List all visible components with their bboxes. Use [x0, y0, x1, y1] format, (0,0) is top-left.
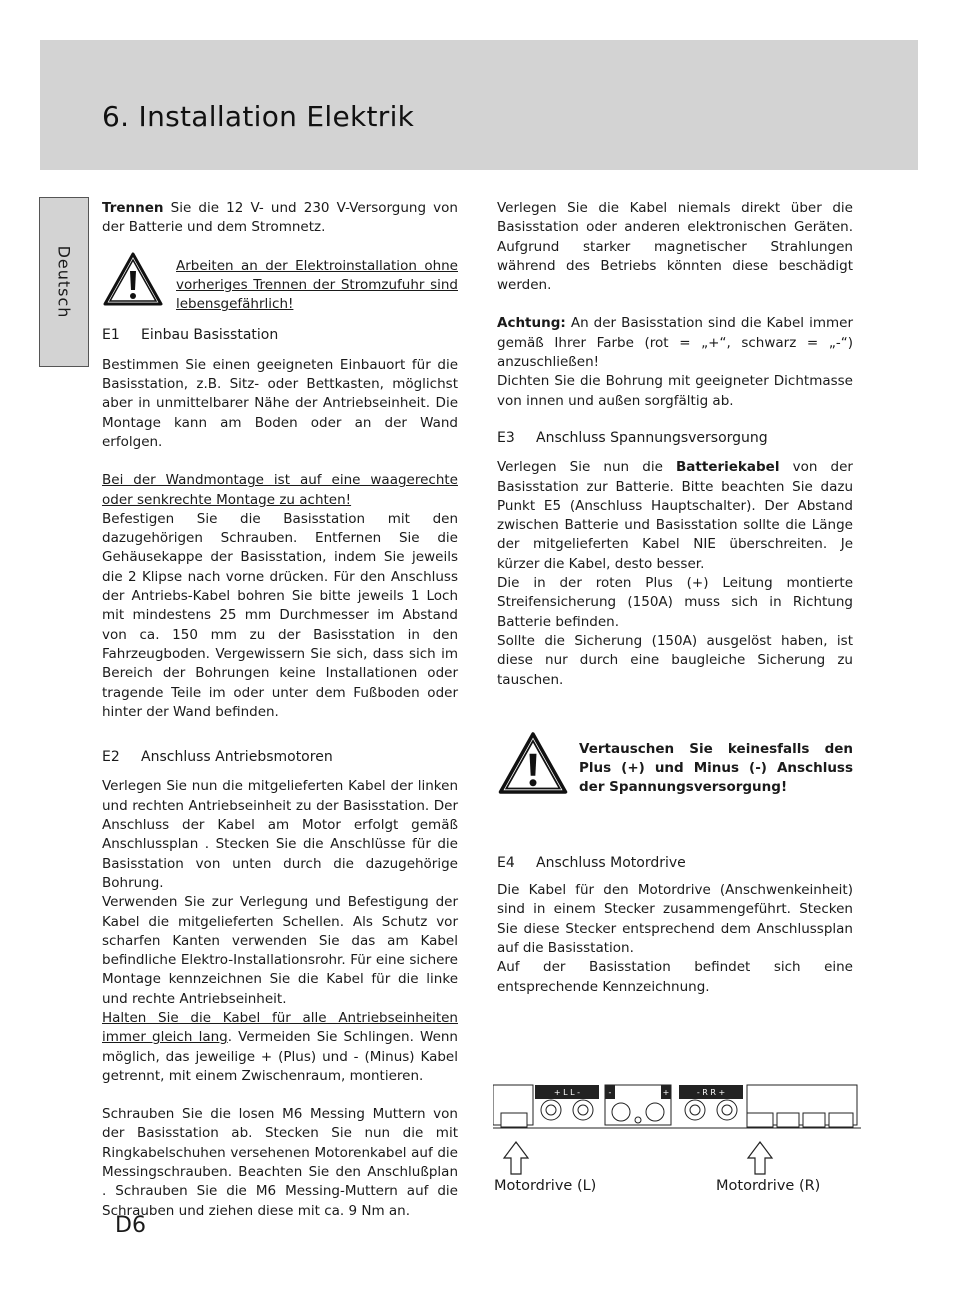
- e2-paragraph-1: Verlegen Sie nun die mitgelieferten Kabel der linken und rechten Antriebseinheit zu der Basisstation. Der Anschluss der Kabel am Motor erfolgt gemäß Anschlussplan . Stecken Sie die Anschlüsse für die Basisstation von unten durch die dazugehörige Bohrung.: [102, 778, 458, 891]
- page-title: 6. Installation Elektrik: [102, 100, 415, 133]
- e3-paragraph-1: Verlegen Sie nun die Batteriekabel von der Basisstation zur Batterie. Bitte beachten Sie dazu Punkt E5 (Anschluss Hauptschalter). Der Abstand zwischen Batterie und Basisstation sollte die Länge der mitgelieferten Kabel NIE überschreiten. Je kürzer die Kabel, desto besser.: [497, 459, 853, 572]
- page-number: D6: [115, 1213, 146, 1238]
- e2-paragraph-4: Schrauben Sie die losen M6 Messing Muttern von der Basisstation ab. Stecken Sie nun die mit Ringkabelschuhen versehenen Motorenkabel auf die Messingschrauben. Beachten Sie den Anschlußplan . Schrauben Sie die M6 Messing-Muttern auf die Schrauben und ziehen diese mit ca. 9 Nm an.: [102, 1106, 458, 1219]
- page-header: [40, 40, 918, 170]
- e3-paragraph-3: Sollte die Sicherung (150A) ausgelöst haben, ist diese nur durch eine baugleiche Sicherung zu tauschen.: [497, 632, 853, 688]
- e1-paragraph-2: Befestigen Sie die Basisstation mit den dazugehörigen Schrauben. Entfernen Sie die Gehäusekappe der Basisstation, indem Sie jeweils die 2 Klipse nach vorne drücken. Für den Anschluss der Antriebs-Kabel bohren Sie bitte jeweils 1 Loch mit mindestens 25 mm Durchmesser im Abstand von ca. 150 mm zu der Basisstation in den Fahrzeugboden. Vergewissern Sie sich, dass sich im Bereich der Bohrungen keine Installationen oder tragende Teile im oder unter dem Fußboden oder hinter der Wand befinden.: [102, 510, 458, 720]
- warning-text-1: Arbeiten an der Elektroinstallation ohne vorheriges Trennen der Stromzufuhr sind lebensgefährlich!: [176, 257, 458, 313]
- intro-paragraph: Trennen Sie die 12 V- und 230 V-Versorgung von der Batterie und dem Stromnetz.: [102, 200, 458, 236]
- e3-paragraph-2: Die in der roten Plus (+) Leitung montierte Streifensicherung (150A) muss sich in Richtung Batterie befinden.: [497, 575, 853, 630]
- mid-plus-label: +: [662, 1088, 670, 1097]
- right-column: [497, 199, 853, 997]
- left-column: [102, 199, 458, 1221]
- warning-block-1: [102, 257, 458, 315]
- e2-paragraph-3: Halten Sie die Kabel für alle Antriebseinheiten immer gleich lang. Vermeiden Sie Schlingen. Wenn möglich, das jeweilige + (Plus) und - (Minus) Kabel getrennt, mit einem Zwischenraum, montieren.: [102, 1009, 458, 1084]
- motordrive-right-label: Motordrive (R): [716, 1178, 821, 1194]
- section-heading-e1: E1 Einbau Basisstation: [102, 327, 279, 344]
- sealing-paragraph: Dichten Sie die Bohrung mit geeigneter Dichtmasse von innen und außen sorgfältig ab.: [497, 373, 853, 409]
- warning-triangle-icon: [497, 730, 569, 796]
- warning-triangle-icon: [102, 251, 164, 307]
- left-terminal-label: + L L -: [553, 1088, 581, 1097]
- e4-paragraph-1: Die Kabel für den Motordrive (Anschwenkeinheit) sind in einem Stecker zusammengeführt. Stecken Sie diese Stecker entsprechend dem Anschlussplan auf die Basisstation.: [497, 882, 853, 956]
- motordrive-left-label: Motordrive (L): [494, 1178, 597, 1194]
- right-terminal-label: - R R +: [696, 1088, 726, 1097]
- warning-text-2: Vertauschen Sie keinesfalls den Plus (+) und Minus (-) Anschluss der Spannungsversorgung!: [579, 740, 853, 796]
- language-tab-label: Deutsch: [54, 245, 74, 319]
- base-station-diagram: [493, 1080, 861, 1176]
- mid-minus-label: -: [608, 1088, 612, 1097]
- section-heading-e2: E2 Anschluss Antriebsmotoren: [102, 749, 333, 766]
- section-heading-e3: E3 Anschluss Spannungsversorgung: [497, 429, 768, 446]
- e2-paragraph-2: Verwenden Sie zur Verlegung und Befestigung der Kabel die mitgelieferten Schellen. Als Schutz vor scharfen Kanten verwenden Sie das am Kabel befindliche Elektro-Installationsrohr. Für eine sichere Montage kennzeichnen Sie die Kabel für die linke und rechte Antriebseinheit.: [102, 894, 458, 1007]
- achtung-paragraph: Achtung: An der Basisstation sind die Kabel immer gemäß Ihrer Farbe (rot = „+“, schwarz = „-“) anzuschließen!: [497, 315, 853, 371]
- section-heading-e4: E4 Anschluss Motordrive: [497, 854, 686, 871]
- e1-paragraph-1: Bestimmen Sie einen geeigneten Einbauort für die Basisstation, z.B. Sitz- oder Bettkasten, möglichst aber in unmittelbarer Nähe der Antriebseinheit. Die Montage kann am Boden oder an der Wand erfolgen.: [102, 356, 458, 450]
- language-tab: [39, 197, 89, 367]
- e1-wall-mount-note: Bei der Wandmontage ist auf eine waagerechte oder senkrechte Montage zu achten!: [102, 472, 458, 508]
- e4-paragraph-2: Auf der Basisstation befindet sich eine entsprechende Kennzeichnung.: [497, 959, 853, 995]
- cable-routing-paragraph: Verlegen Sie die Kabel niemals direkt über die Basisstation oder anderen elektronischen Geräten. Aufgrund starker magnetischer Strahlungen während des Betriebs könnten diese beschädigt werden.: [497, 200, 853, 294]
- warning-block-2: [497, 740, 853, 798]
